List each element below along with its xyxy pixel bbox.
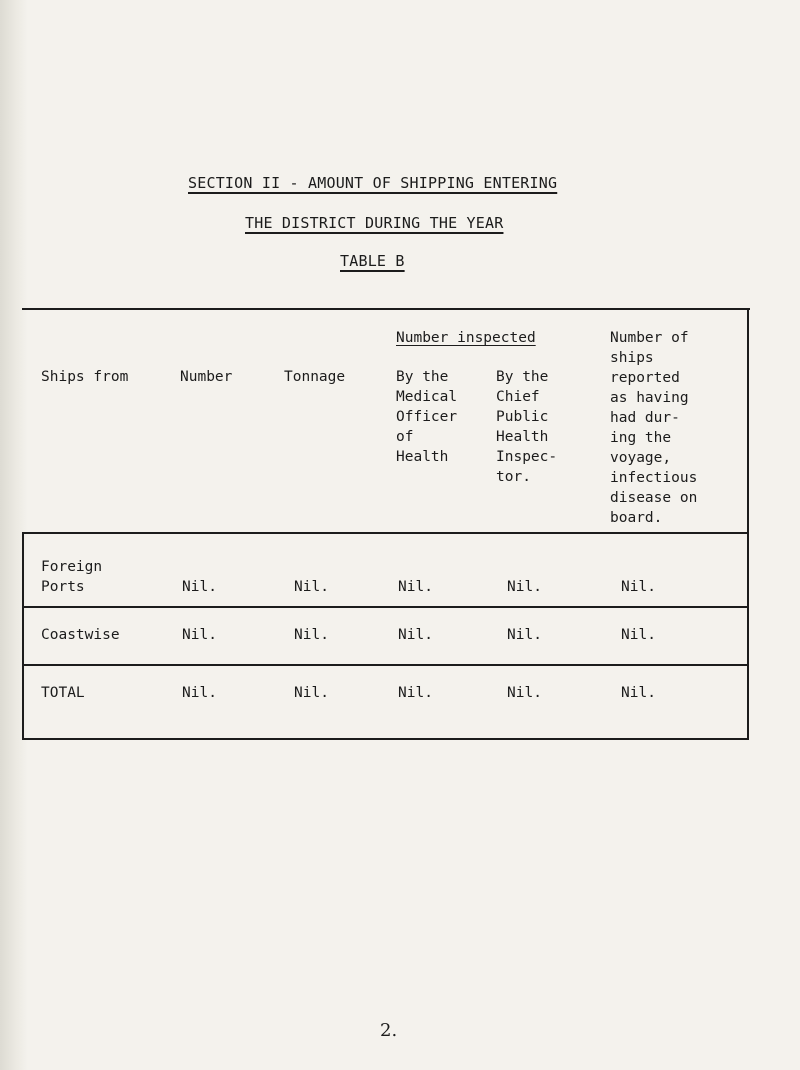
page-number: 2. xyxy=(380,1020,398,1041)
header-number: Number xyxy=(180,369,233,385)
table-label: TABLE B xyxy=(340,252,405,270)
table-bottom-border xyxy=(22,738,749,740)
cell-by-chief-phi: Nil. xyxy=(507,627,542,643)
table-right-border xyxy=(747,308,749,740)
cell-number: Nil. xyxy=(182,685,217,701)
table-top-border xyxy=(22,308,750,310)
section-title: SECTION II - AMOUNT OF SHIPPING ENTERING xyxy=(188,174,558,192)
row-label: Foreign Ports xyxy=(41,559,103,595)
row-label: TOTAL xyxy=(41,685,85,701)
cell-by-medical-officer: Nil. xyxy=(398,685,433,701)
header-bottom-rule xyxy=(22,532,749,534)
cell-infectious-disease: Nil. xyxy=(621,685,656,701)
header-ships-from: Ships from xyxy=(41,369,129,385)
cell-number: Nil. xyxy=(182,579,217,595)
section-subtitle: THE DISTRICT DURING THE YEAR xyxy=(245,214,504,232)
header-by-chief-phi: By the Chief Public Health Inspec- tor. xyxy=(496,369,558,485)
row-divider-2 xyxy=(22,664,749,666)
cell-tonnage: Nil. xyxy=(294,579,329,595)
cell-tonnage: Nil. xyxy=(294,685,329,701)
cell-tonnage: Nil. xyxy=(294,627,329,643)
header-number-inspected: Number inspected xyxy=(396,330,536,346)
cell-by-chief-phi: Nil. xyxy=(507,579,542,595)
header-infectious-disease: Number of ships reported as having had dur- ing the voyage, infectious disease on board. xyxy=(610,330,698,526)
cell-infectious-disease: Nil. xyxy=(621,627,656,643)
header-by-medical-officer: By the Medical Officer of Health xyxy=(396,369,458,465)
cell-by-medical-officer: Nil. xyxy=(398,627,433,643)
table-left-border xyxy=(22,533,24,740)
cell-by-medical-officer: Nil. xyxy=(398,579,433,595)
row-label: Coastwise xyxy=(41,627,120,643)
cell-number: Nil. xyxy=(182,627,217,643)
cell-by-chief-phi: Nil. xyxy=(507,685,542,701)
cell-infectious-disease: Nil. xyxy=(621,579,656,595)
header-tonnage: Tonnage xyxy=(284,369,346,385)
row-divider-1 xyxy=(22,606,749,608)
